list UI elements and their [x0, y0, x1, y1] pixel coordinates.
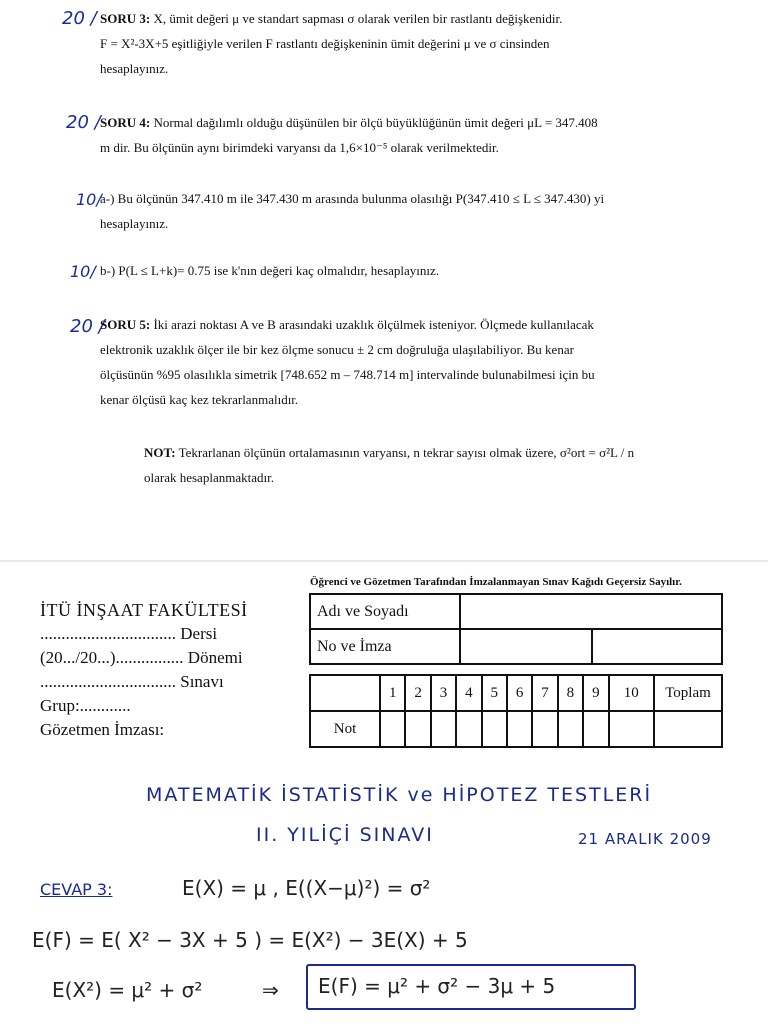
- q5-points: 20 /: [70, 316, 105, 337]
- hw-eq1: E(X) = μ , E((X−μ)²) = σ²: [182, 876, 431, 900]
- hw-title2: II. YILİÇİ SINAVI: [256, 824, 434, 846]
- grade-col-5: 5: [482, 675, 507, 711]
- q4b-points: 10/: [70, 262, 96, 281]
- q4-label: SORU 4:: [100, 115, 151, 130]
- answer-sheet: [0, 560, 768, 1026]
- grade-cell-7[interactable]: [532, 711, 557, 747]
- grade-cell-8[interactable]: [558, 711, 583, 747]
- grade-col-10: 10: [609, 675, 654, 711]
- hw-eq2: E(F) = E( X² − 3X + 5 ) = E(X²) − 3E(X) + 5: [32, 928, 468, 952]
- q5-line2: elektronik uzaklık ölçer ile bir kez ölçme sonucu ± 2 cm doğruluğa ulaşılabiliyor. Bu kenar: [100, 342, 574, 357]
- signature-field[interactable]: [592, 629, 722, 664]
- student-id-table: [309, 593, 723, 665]
- number-field[interactable]: [460, 629, 592, 664]
- faculty-header: [40, 598, 248, 742]
- q3-line2: F = X²-3X+5 eşitliğiyle verilen F rastlantı değişkeninin ümit değerini μ ve σ cinsinden: [100, 36, 550, 51]
- q5-note: [144, 440, 664, 490]
- note-line2: olarak hesaplanmaktadır.: [144, 470, 274, 485]
- grade-cell-4[interactable]: [456, 711, 481, 747]
- hw-answer-label: CEVAP 3:: [40, 880, 113, 899]
- q4-line2: m dir. Bu ölçünün aynı birimdeki varyansı da 1,6×10⁻⁵ olarak verilmektedir.: [100, 140, 499, 155]
- term-line: (20.../20...)................ Dönemi: [40, 648, 243, 667]
- grade-cell-5[interactable]: [482, 711, 507, 747]
- hw-title1: MATEMATİK İSTATİSTİK ve HİPOTEZ TESTLERİ: [146, 784, 653, 806]
- hw-eq3a: E(X²) = μ² + σ²: [52, 978, 203, 1002]
- grade-cell-2[interactable]: [405, 711, 430, 747]
- grade-col-11: Toplam: [654, 675, 722, 711]
- question-3: [100, 6, 662, 81]
- q5-line4: kenar ölçüsü kaç kez tekrarlanmalıdır.: [100, 392, 299, 407]
- q3-label: SORU 3:: [100, 11, 151, 26]
- question-4b: [100, 258, 662, 283]
- faculty-title: İTÜ İNŞAAT FAKÜLTESİ: [40, 600, 248, 620]
- q3-points: 20 /: [62, 8, 97, 29]
- grade-cell-3[interactable]: [431, 711, 456, 747]
- q4-points: 20 /: [66, 112, 101, 133]
- grade-cell-11[interactable]: [654, 711, 722, 747]
- q4a-line2: hesaplayınız.: [100, 216, 169, 231]
- question-4: [100, 110, 662, 160]
- grade-corner: [310, 675, 380, 711]
- grade-cell-9[interactable]: [583, 711, 608, 747]
- grade-col-8: 8: [558, 675, 583, 711]
- hw-date: 21 ARALIK 2009: [578, 830, 712, 848]
- hw-eq3b: E(F) = μ² + σ² − 3μ + 5: [318, 974, 556, 998]
- grade-cell-10[interactable]: [609, 711, 654, 747]
- name-label: Adı ve Soyadı: [310, 594, 460, 629]
- grade-cell-6[interactable]: [507, 711, 532, 747]
- q5-line1: İki arazi noktası A ve B arasındaki uzaklık ölçülmek isteniyor. Ölçmede kullanılacak: [153, 317, 594, 332]
- question-4a: [100, 186, 668, 236]
- grade-col-3: 3: [431, 675, 456, 711]
- signature-warning: Öğrenci ve Gözetmen Tarafından İmzalanmayan Sınav Kağıdı Geçersiz Sayılır.: [310, 576, 682, 588]
- number-label: No ve İmza: [310, 629, 460, 664]
- q3-line1: X, ümit değeri μ ve standart sapması σ olarak verilen bir rastlantı değişkenidir.: [153, 11, 563, 26]
- q4-line1: Normal dağılımlı olduğu düşünülen bir ölçü büyüklüğünün ümit değeri μL = 347.408: [153, 115, 598, 130]
- course-line: ................................ Dersi: [40, 624, 218, 643]
- q4a-line1: a-) Bu ölçünün 347.410 m ile 347.430 m arasında bulunma olasılığı P(347.410 ≤ L ≤ 347.430) yi: [100, 191, 605, 206]
- hw-arrow: ⇒: [262, 978, 279, 1002]
- grade-col-6: 6: [507, 675, 532, 711]
- note-label: NOT:: [144, 445, 176, 460]
- grade-col-4: 4: [456, 675, 481, 711]
- grade-col-2: 2: [405, 675, 430, 711]
- exam-line: ................................ Sınavı: [40, 672, 224, 691]
- proctor-line: Gözetmen İmzası:: [40, 720, 165, 739]
- group-line: Grup:............: [40, 696, 131, 715]
- q4a-points: 10/: [76, 190, 102, 209]
- grade-table: [309, 674, 723, 748]
- grade-cell-1[interactable]: [380, 711, 405, 747]
- q5-line3: ölçüsünün %95 olasılıkla simetrik [748.652 m – 748.714 m] intervalinde bulunabilmesi için bu: [100, 367, 595, 382]
- note-line1: Tekrarlanan ölçünün ortalamasının varyansı, n tekrar sayısı olmak üzere, σ²ort = σ²L / n: [178, 445, 635, 460]
- grade-col-9: 9: [583, 675, 608, 711]
- grade-col-7: 7: [532, 675, 557, 711]
- q3-line3: hesaplayınız.: [100, 61, 169, 76]
- question-5: [100, 312, 662, 412]
- q4b-line1: b-) P(L ≤ L+k)= 0.75 ise k'nın değeri kaç olmalıdır, hesaplayınız.: [100, 263, 440, 278]
- grade-label: Not: [310, 711, 380, 747]
- q5-label: SORU 5:: [100, 317, 151, 332]
- grade-col-1: 1: [380, 675, 405, 711]
- name-field[interactable]: [460, 594, 722, 629]
